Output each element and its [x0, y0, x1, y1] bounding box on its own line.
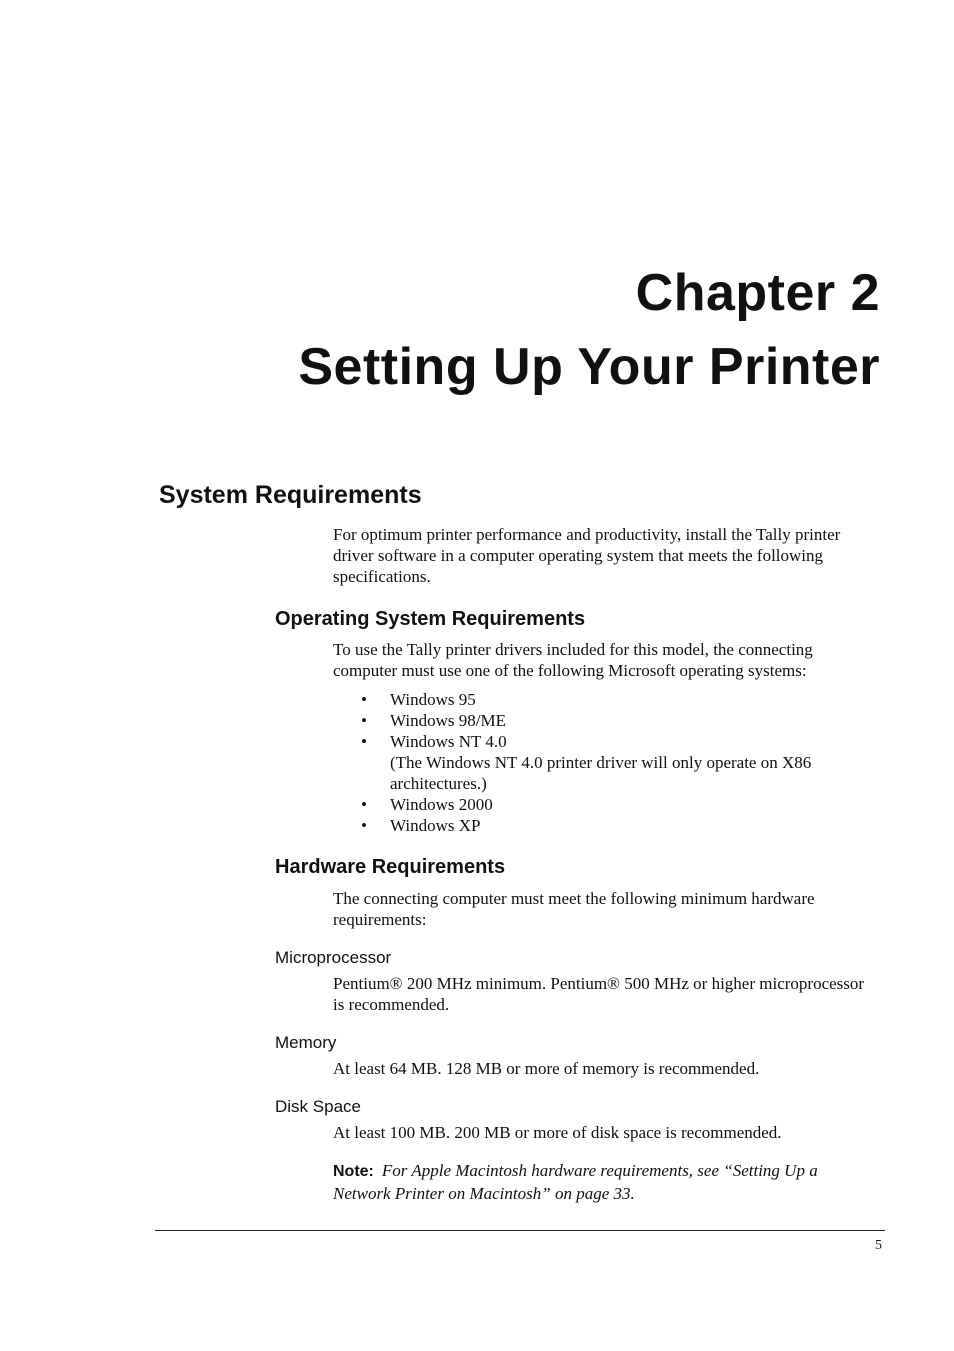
os-item-label: Windows NT 4.0 — [390, 732, 507, 751]
memory-text: At least 64 MB. 128 MB or more of memory is recommended. — [333, 1059, 760, 1078]
memory-heading: Memory — [275, 1033, 337, 1052]
chapter-title: Setting Up Your Printer — [298, 338, 880, 396]
system-requirements-intro: For optimum printer performance and productivity, install the Tally printer driver software in a computer operating system that meets the following specifications. — [333, 525, 841, 586]
hardware-requirements-heading: Hardware Requirements — [275, 856, 506, 878]
os-item-note: (The Windows NT 4.0 printer driver will only operate on X86 architectures.) — [390, 753, 812, 793]
system-requirements-heading: System Requirements — [159, 481, 422, 509]
disk-space-heading: Disk Space — [275, 1097, 361, 1116]
list-item — [361, 731, 881, 794]
page-number: 5 — [875, 1238, 882, 1253]
os-item-label: Windows 95 — [390, 690, 476, 709]
list-item — [361, 710, 881, 731]
os-item-label: Windows 2000 — [390, 795, 493, 814]
bullet-icon: • — [361, 732, 367, 751]
os-item-label: Windows XP — [390, 816, 481, 835]
note-label: Note: — [333, 1163, 374, 1180]
note-text: For Apple Macintosh hardware requirements, see “Setting Up a Network Printer on Macintosh” on page 33. — [333, 1161, 818, 1203]
bullet-icon: • — [361, 690, 367, 709]
hardware-requirements-intro: The connecting computer must meet the following minimum hardware requirements: — [333, 889, 815, 929]
os-requirements-intro: To use the Tally printer drivers included for this model, the connecting computer must use one of the following Microsoft operating systems: — [333, 640, 813, 680]
list-item — [361, 815, 881, 836]
microprocessor-text: Pentium® 200 MHz minimum. Pentium® 500 MHz or higher microprocessor is recommended. — [333, 974, 865, 1014]
os-list — [361, 689, 881, 836]
disk-space-text: At least 100 MB. 200 MB or more of disk space is recommended. — [333, 1123, 782, 1142]
microprocessor-heading: Microprocessor — [275, 948, 392, 967]
chapter-number: Chapter 2 — [635, 264, 880, 322]
os-item-label: Windows 98/ME — [390, 711, 506, 730]
bullet-icon: • — [361, 711, 367, 730]
bullet-icon: • — [361, 816, 367, 835]
list-item — [361, 689, 881, 710]
note — [333, 1160, 853, 1205]
bullet-icon: • — [361, 795, 367, 814]
os-requirements-heading: Operating System Requirements — [275, 608, 586, 630]
footer-divider — [155, 1230, 885, 1231]
chapter-heading — [298, 256, 880, 404]
list-item — [361, 794, 881, 815]
